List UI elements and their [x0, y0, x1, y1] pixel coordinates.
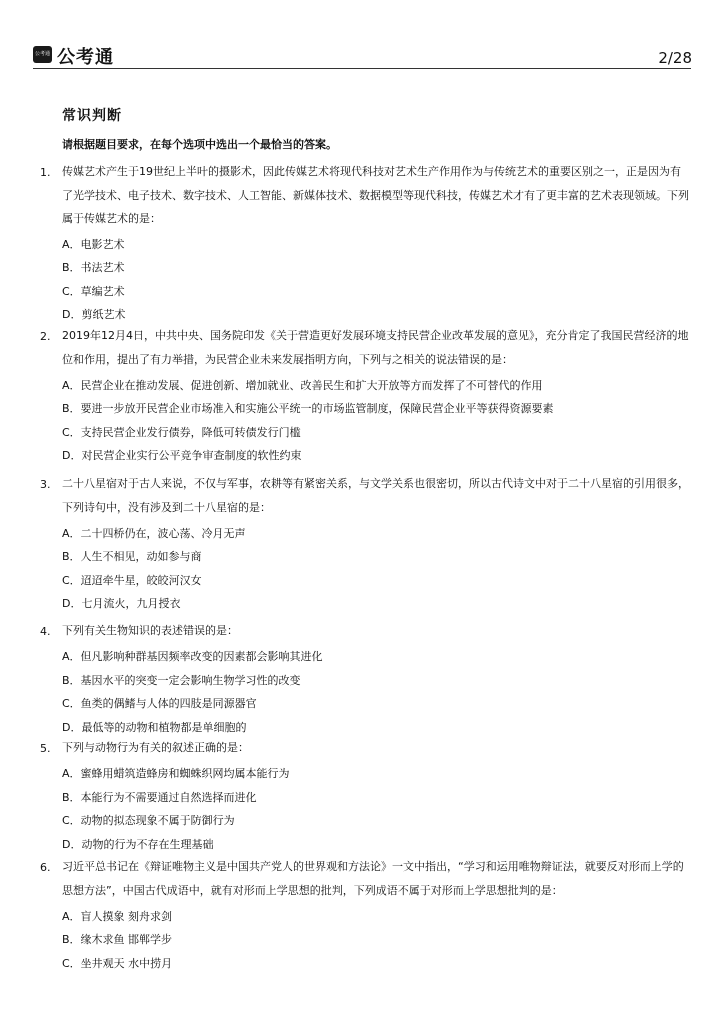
- question-stem: 习近平总书记在《辩证唯物主义是中国共产党人的世界观和方法论》一文中指出，“学习和运用唯物辩证法，就要反对形而上学的思想方法”，中国古代成语中，就有对形而上学思想的批判，下列成语不属于对形而上学思想批判的是：: [62, 860, 684, 897]
- option-b: B．基因水平的突变一定会影响生物学习性的改变: [62, 674, 301, 687]
- option-b: B．人生不相见，动如参与商: [62, 550, 202, 563]
- option-c: C．支持民营企业发行债券，降低可转债发行门槛: [62, 426, 301, 439]
- option-b: B．本能行为不需要通过自然选择而进化: [62, 791, 257, 804]
- logo-small-text: 公考通: [34, 51, 50, 57]
- logo-icon: [33, 46, 52, 63]
- question-stem: 传媒艺术产生于19世纪上半叶的摄影术，因此传媒艺术将现代科技对艺术生产作用作为与传统艺术的重要区别之一，正是因为有了光学技术、电子技术、数字技术、人工智能、新媒体技术、数据模型等现代科技，传媒艺术才有了更丰富的艺术表现领域。下列属于传媒艺术的是：: [62, 165, 689, 225]
- option-b: B．缘木求鱼 邯郸学步: [62, 933, 173, 946]
- question-number: 1.: [40, 166, 51, 179]
- option-a: A．民营企业在推动发展、促进创新、增加就业、改善民生和扩大开放等方而发挥了不可替代的作用: [62, 379, 543, 392]
- option-c: C．迢迢牵牛星，皎皎河汉女: [62, 574, 202, 587]
- question-stem: 下列与动物行为有关的叙述正确的是：: [62, 741, 249, 754]
- option-b: B．要进一步放开民营企业市场准入和实施公平统一的市场监管制度，保障民营企业平等获得资源要素: [62, 402, 554, 415]
- question-number: 3.: [40, 478, 51, 491]
- option-d: D．最低等的动物和植物都是单细胞的: [62, 721, 247, 734]
- option-c: C．鱼类的偶鳍与人体的四肢是同源器官: [62, 697, 257, 710]
- question-number: 6.: [40, 861, 51, 874]
- option-d: D．动物的行为不存在生理基础: [62, 838, 214, 851]
- logo-text: 公考通: [57, 47, 114, 68]
- question-number: 5.: [40, 742, 51, 755]
- option-d: D．七月流火，九月授衣: [62, 597, 181, 610]
- header-divider: [33, 68, 691, 69]
- option-c: C．坐井观天 水中捞月: [62, 957, 173, 970]
- option-c: C．草编艺术: [62, 285, 125, 298]
- question-number: 2.: [40, 330, 51, 343]
- option-a: A．二十四桥仍在，波心荡、冷月无声: [62, 527, 246, 540]
- question-stem: 下列有关生物知识的表述错误的是：: [62, 624, 238, 637]
- option-a: A．但凡影响种群基因频率改变的因素都会影响其进化: [62, 650, 323, 663]
- page-number: 2/28: [658, 49, 692, 67]
- question-stem: 二十八星宿对于古人来说，不仅与军事，农耕等有紧密关系，与文学关系也很密切，所以古代诗文中对于二十八星宿的引用很多，下列诗句中，没有涉及到二十八星宿的是：: [62, 477, 689, 514]
- section-title: 常识判断: [62, 108, 122, 124]
- question-number: 4.: [40, 625, 51, 638]
- question-stem: 2019年12月4日，中共中央、国务院印发《关于营造更好发展环境支持民营企业改革发展的意见》，充分肯定了我国民营经济的地位和作用，提出了有力举措，为民营企业未来发展指明方向，下列与之相关的说法错误的是：: [62, 329, 689, 366]
- section-instruction: 请根据题目要求，在每个选项中选出一个最恰当的答案。: [62, 138, 337, 151]
- option-d: D．对民营企业实行公平竞争审查制度的软性约束: [62, 449, 302, 462]
- option-a: A．电影艺术: [62, 238, 125, 251]
- option-a: A．盲人摸象 刻舟求剑: [62, 910, 173, 923]
- option-a: A．蜜蜂用蜡筑造蜂房和蜘蛛织网均属本能行为: [62, 767, 290, 780]
- option-b: B．书法艺术: [62, 261, 125, 274]
- page-header: [0, 0, 724, 70]
- option-d: D．剪纸艺术: [62, 308, 126, 321]
- option-c: C．动物的拟态现象不属于防御行为: [62, 814, 235, 827]
